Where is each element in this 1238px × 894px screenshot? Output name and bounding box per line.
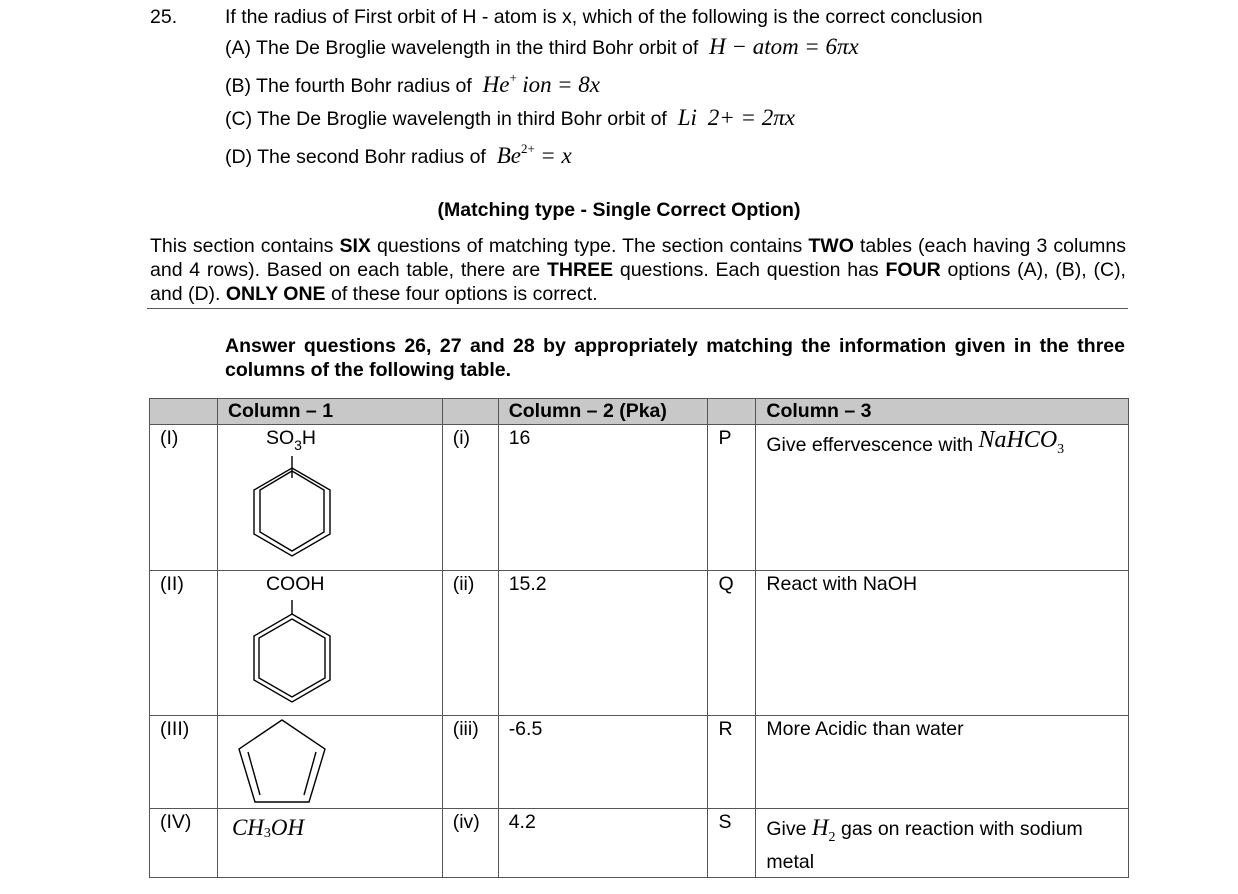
section-divider: [147, 308, 1128, 309]
pka-label: (iv): [442, 809, 498, 878]
option-d-math-base: Be: [496, 143, 521, 168]
pka-label: (ii): [442, 571, 498, 716]
property-cell: [756, 809, 1129, 878]
formula-subscript: 3: [294, 437, 302, 453]
desc-bold-only-one: ONLY ONE: [225, 283, 326, 305]
desc-text-4: questions. Each question has: [613, 259, 886, 281]
pka-value: -6.5: [498, 716, 708, 809]
property-label: Q: [708, 571, 756, 716]
formula-main: CH: [231, 815, 264, 840]
option-b-math-base: He: [482, 72, 510, 97]
property-text: Give: [766, 818, 807, 840]
option-b: [225, 72, 600, 98]
compound-cell: [217, 809, 442, 878]
table-row: [150, 809, 1129, 878]
header-column-2: Column – 2 (Pka): [498, 399, 708, 425]
desc-text-3: tables (each having 3 columns and 4 rows). Based on each table, there are: [150, 235, 1126, 281]
section-heading: (Matching type - Single Correct Option): [437, 199, 801, 221]
pka-value: 16: [498, 425, 708, 571]
option-b-math-rhs: = 8x: [557, 72, 600, 97]
benzenesulfonic-acid-structure: [230, 446, 340, 561]
formula-tail: H: [301, 427, 317, 449]
desc-text-2: questions of matching type. The section contains: [370, 235, 809, 257]
matching-table: [149, 398, 1129, 878]
desc-text-1: This section contains: [150, 235, 340, 257]
option-d: [225, 143, 572, 169]
option-b-math-word: ion: [522, 72, 552, 97]
compound-cell: [217, 571, 442, 716]
row-label: (II): [150, 571, 218, 716]
header-column-1: Column – 1: [217, 399, 442, 425]
option-a-text: (A) The De Broglie wavelength in the third Bohr orbit of: [225, 37, 699, 59]
header-blank-2: [442, 399, 498, 425]
option-b-text: (B) The fourth Bohr radius of: [225, 75, 472, 97]
desc-bold-two: TWO: [808, 235, 854, 257]
compound-formula: COOH: [265, 573, 325, 595]
option-a-math-rhs: = 6πx: [804, 34, 859, 59]
desc-bold-six: SIX: [339, 235, 371, 257]
property-label: P: [708, 425, 756, 571]
formula-main: SO: [265, 427, 295, 449]
option-d-text: (D) The second Bohr radius of: [225, 146, 486, 168]
formula-subscript: 3: [263, 826, 271, 841]
property-math-sub: 3: [1057, 442, 1065, 457]
property-text: Give effervescence with: [766, 434, 974, 456]
desc-bold-four: FOUR: [885, 259, 941, 281]
property-text-2: gas on reaction with sodium metal: [766, 818, 1083, 873]
property-text: More Acidic than water: [756, 716, 1129, 809]
option-d-math-sup: 2+: [520, 141, 535, 156]
option-c-math-lhs: Li: [677, 105, 697, 130]
benzoic-acid-structure: [230, 592, 340, 707]
table-row: [150, 425, 1129, 571]
formula-tail: OH: [270, 815, 305, 840]
desc-bold-three: THREE: [547, 259, 614, 281]
header-column-3: Column – 3: [756, 399, 1129, 425]
desc-text-5: options (A), (B), (C), and (D).: [150, 259, 1126, 305]
row-label: (IV): [150, 809, 218, 878]
pka-label: (iii): [442, 716, 498, 809]
option-c: [225, 105, 795, 131]
property-label: R: [708, 716, 756, 809]
row-label: (I): [150, 425, 218, 571]
property-math: H: [811, 815, 829, 840]
pka-value: 15.2: [498, 571, 708, 716]
option-a: [225, 34, 859, 60]
option-b-math-sup: +: [509, 70, 517, 85]
property-cell: [756, 425, 1129, 571]
table-row: [150, 716, 1129, 809]
row-label: (III): [150, 716, 218, 809]
section-description: [150, 234, 1126, 306]
table-header-row: [150, 399, 1129, 425]
compound-cell: [217, 716, 442, 809]
table-row: [150, 571, 1129, 716]
pka-value: 4.2: [498, 809, 708, 878]
question-number: 25.: [150, 6, 178, 28]
option-c-text: (C) The De Broglie wavelength in third Bohr orbit of: [225, 108, 667, 130]
option-d-math-rhs: = x: [540, 143, 572, 168]
property-math: NaHCO: [978, 427, 1058, 453]
header-blank-1: [150, 399, 218, 425]
cyclopentadiene-structure: [234, 718, 334, 806]
desc-text-6: of these four options is correct.: [325, 283, 598, 305]
property-math-sub: 2: [828, 830, 836, 845]
compound-cell: [217, 425, 442, 571]
option-c-math-rhs: 2+ = 2πx: [707, 105, 796, 130]
table-instruction: Answer questions 26, 27 and 28 by appropriately matching the information given in the three columns of the following table.: [225, 335, 1125, 381]
question-stem: If the radius of First orbit of H - atom is x, which of the following is the correct conclusion: [225, 6, 983, 28]
property-label: S: [708, 809, 756, 878]
option-a-math-lhs: H − atom: [709, 34, 799, 59]
pka-label: (i): [442, 425, 498, 571]
header-blank-3: [708, 399, 756, 425]
property-text: React with NaOH: [756, 571, 1129, 716]
